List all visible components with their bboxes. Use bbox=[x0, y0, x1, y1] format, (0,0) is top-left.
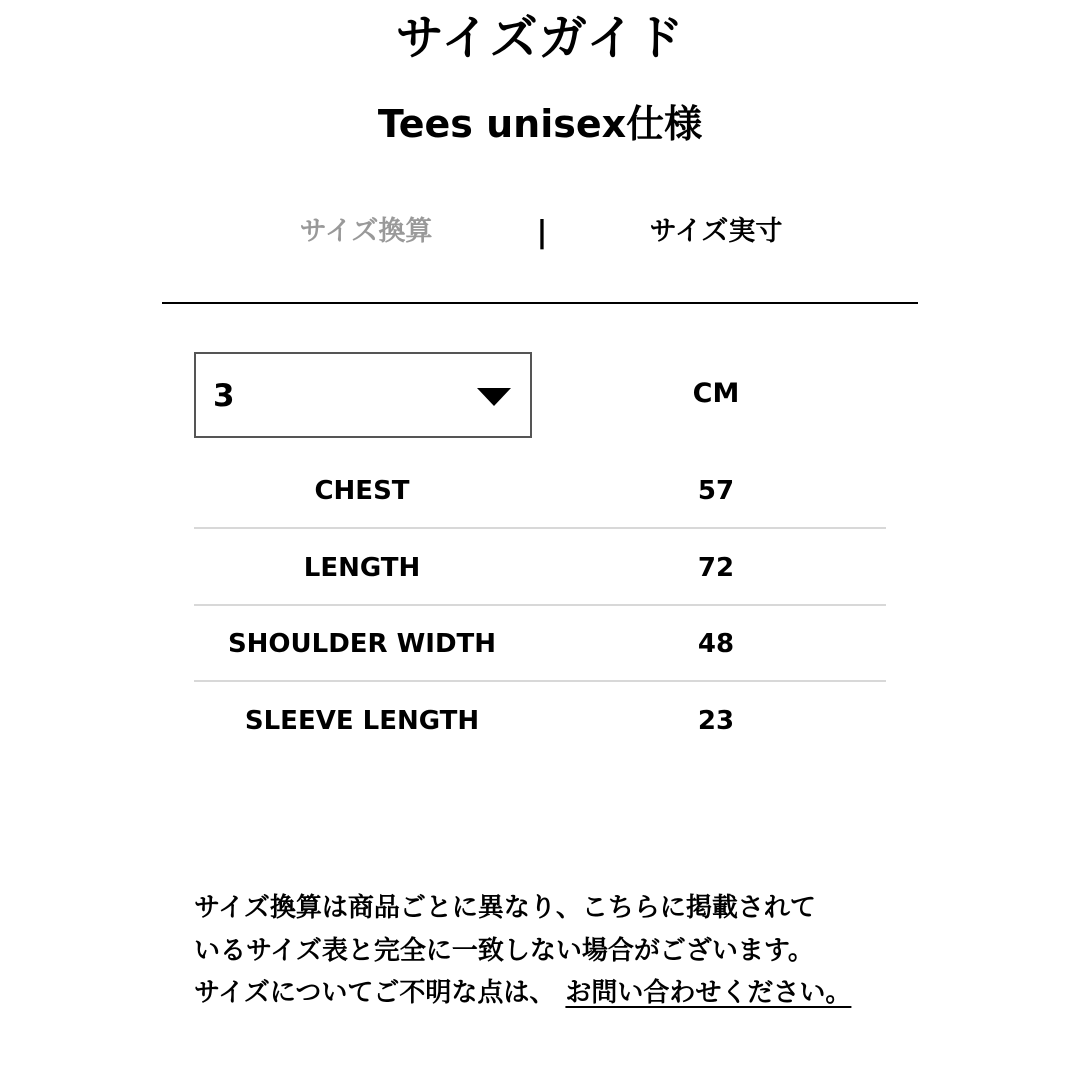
measurement-label: LENGTH bbox=[303, 553, 421, 583]
row-separator bbox=[194, 680, 886, 682]
tab-size-conversion[interactable]: サイズ換算 bbox=[299, 216, 433, 247]
measurement-value: 72 bbox=[697, 553, 735, 583]
measurement-label: CHEST bbox=[314, 476, 410, 506]
size-note bbox=[194, 887, 884, 1015]
note-line: サイズ換算は商品ごとに異なり、こちらに掲載されて bbox=[194, 893, 816, 923]
tab-underline-divider bbox=[162, 302, 918, 304]
measurement-label: SHOULDER WIDTH bbox=[227, 629, 497, 659]
page-title: サイズガイド bbox=[395, 10, 685, 66]
measurement-value: 48 bbox=[697, 629, 735, 659]
table-row-chest bbox=[194, 453, 886, 529]
size-select-value: 3 bbox=[213, 378, 235, 414]
product-spec-subtitle: Tees unisex仕様 bbox=[377, 102, 703, 146]
contact-link[interactable]: お問い合わせください。 bbox=[565, 978, 852, 1008]
table-row-sleeve-length bbox=[194, 683, 886, 759]
table-row-length bbox=[194, 530, 886, 606]
row-separator bbox=[194, 527, 886, 529]
caret-down-icon bbox=[477, 388, 511, 406]
size-select[interactable] bbox=[194, 352, 532, 438]
measurement-label: SLEEVE LENGTH bbox=[244, 706, 480, 736]
table-row-shoulder-width bbox=[194, 606, 886, 682]
tab-divider: | bbox=[536, 215, 548, 250]
measurement-value: 23 bbox=[697, 706, 735, 736]
note-line: いるサイズ表と完全に一致しない場合がございます。 bbox=[194, 935, 814, 966]
note-line-contact bbox=[194, 972, 884, 1015]
note-text: サイズについてご不明な点は、 bbox=[194, 978, 556, 1008]
unit-label: CM bbox=[692, 378, 740, 409]
tab-actual-size[interactable]: サイズ実寸 bbox=[649, 216, 783, 247]
measurement-value: 57 bbox=[697, 476, 735, 506]
